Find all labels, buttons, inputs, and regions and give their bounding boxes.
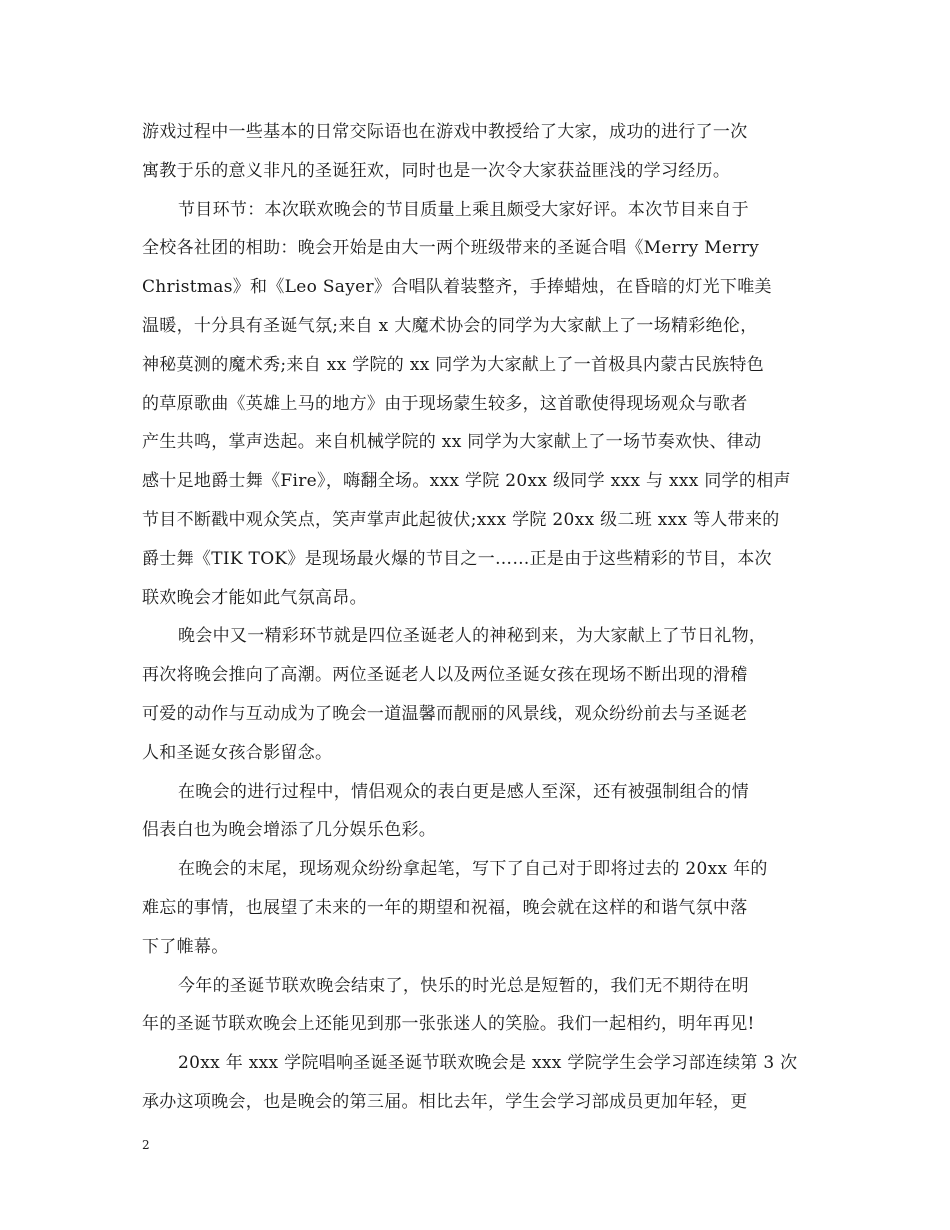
text-line: Christmas》和《Leo Sayer》合唱队着装整齐，手捧蜡烛，在昏暗的灯光下唯美 xyxy=(142,277,772,298)
text-line: 侣表白也为晚会增添了几分娱乐色彩。 xyxy=(142,820,437,841)
text-line: 在晚会的进行过程中，情侣观众的表白更是感人至深，还有被强制组合的情 xyxy=(178,781,749,802)
text-line: 承办这项晚会，也是晚会的第三届。相比去年，学生会学习部成员更加年轻，更 xyxy=(142,1091,748,1112)
text-line: 晚会中又一精彩环节就是四位圣诞老人的神秘到来，为大家献上了节日礼物， xyxy=(178,626,767,647)
text-line: 人和圣诞女孩合影留念。 xyxy=(142,742,333,763)
text-line: 节目环节：本次联欢晚会的节目质量上乘且颇受大家好评。本次节目来自于 xyxy=(178,199,749,220)
text-line: 可爱的动作与互动成为了晚会一道温馨而靓丽的风景线，观众纷纷前去与圣诞老 xyxy=(142,703,748,724)
paragraph-6 xyxy=(142,967,812,1045)
text-line: 今年的圣诞节联欢晚会结束了，快乐的时光总是短暂的，我们无不期待在明 xyxy=(178,975,749,996)
text-line: 联欢晚会才能如此气氛高昂。 xyxy=(142,587,367,608)
paragraph-7 xyxy=(142,1044,812,1122)
text-line: 爵士舞《TIK TOK》是现场最火爆的节目之一……正是由于这些精彩的节目，本次 xyxy=(142,548,772,569)
text-line: 的草原歌曲《英雄上马的地方》由于现场蒙生较多，这首歌使得现场观众与歌者 xyxy=(142,393,748,414)
text-line: 再次将晚会推向了高潮。两位圣诞老人以及两位圣诞女孩在现场不断出现的滑稽 xyxy=(142,665,748,686)
text-line: 寓教于乐的意义非凡的圣诞狂欢，同时也是一次令大家获益匪浅的学习经历。 xyxy=(142,160,731,181)
text-line: 神秘莫测的魔术秀;来自 xx 学院的 xx 同学为大家献上了一首极具内蒙古民族特色 xyxy=(142,354,764,375)
text-line: 全校各社团的相助：晚会开始是由大一两个班级带来的圣诞合唱《Merry Merry xyxy=(142,238,760,259)
text-line: 下了帷幕。 xyxy=(142,936,229,957)
text-line: 感十足地爵士舞《Fire》，嗨翻全场。xxx 学院 20xx 级同学 xxx 与 xxx 同学的相声 xyxy=(142,471,791,492)
page-number: 2 xyxy=(142,1138,150,1152)
paragraph-4 xyxy=(142,773,812,851)
text-line: 年的圣诞节联欢晚会上还能见到那一张张迷人的笑脸。我们一起相约，明年再见! xyxy=(142,1014,755,1035)
text-line: 难忘的事情，也展望了未来的一年的期望和祝福，晚会就在这样的和谐气氛中落 xyxy=(142,897,748,918)
paragraph-3 xyxy=(142,617,812,772)
text-line: 20xx 年 xxx 学院唱响圣诞圣诞节联欢晚会是 xxx 学院学生会学习部连续第 3 次 xyxy=(178,1053,798,1074)
body-text xyxy=(142,113,812,1122)
text-line: 节目不断戳中观众笑点，笑声掌声此起彼伏;xxx 学院 20xx 级二班 xxx 等人带来的 xyxy=(142,509,780,530)
paragraph-5 xyxy=(142,850,812,966)
paragraph-1 xyxy=(142,113,812,191)
text-line: 游戏过程中一些基本的日常交际语也在游戏中教授给了大家，成功的进行了一次 xyxy=(142,122,748,142)
text-line: 产生共鸣，掌声迭起。来自机械学院的 xx 同学为大家献上了一场节奏欢快、律动 xyxy=(142,432,762,453)
paragraph-2 xyxy=(142,191,812,618)
text-line: 温暖，十分具有圣诞气氛;来自 x 大魔术协会的同学为大家献上了一场精彩绝伦， xyxy=(142,315,758,336)
text-line: 在晚会的末尾，现场观众纷纷拿起笔，写下了自己对于即将过去的 20xx 年的 xyxy=(178,859,768,880)
